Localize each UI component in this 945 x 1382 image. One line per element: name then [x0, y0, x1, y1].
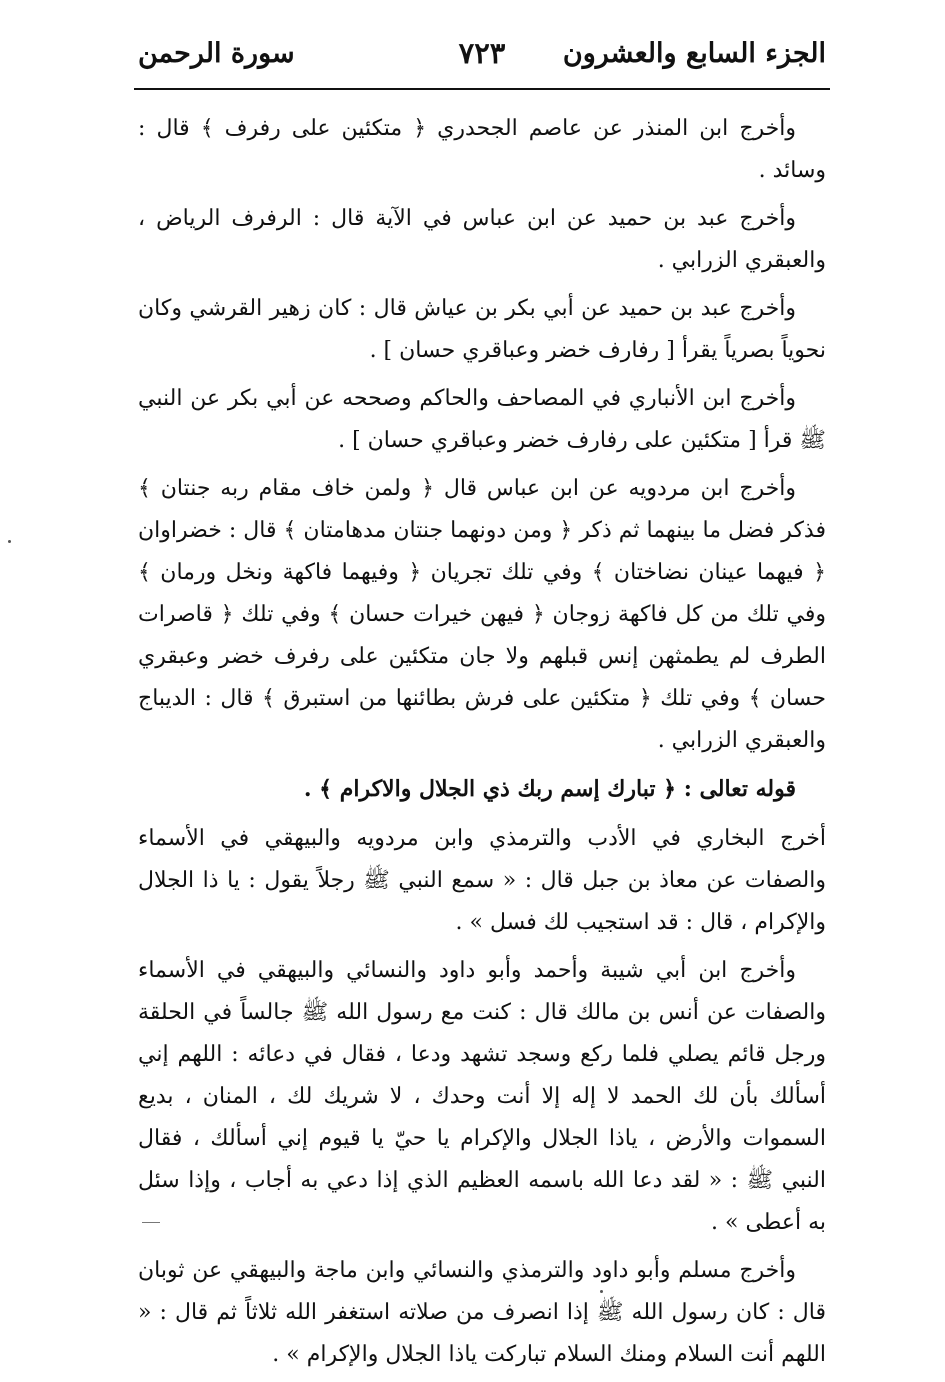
verse-heading: قوله تعالى : ﴿ تبارك إسم ربك ذي الجلال والاكرام ﴾ .: [303, 776, 796, 802]
surah-title: سورة الرحمن: [138, 38, 295, 69]
header-divider: [134, 88, 830, 90]
paragraph-3: وأخرج عبد بن حميد عن أبي بكر بن عياش قال : كان زهير القرشي وكان نحوياً بصرياً يقرأ [ رفارف خضر وعباقري حسان ] .: [138, 296, 826, 363]
stray-mark-bottom: [600, 1290, 603, 1293]
paragraph-5: وأخرج ابن مردويه عن ابن عباس قال ﴿ ولمن خاف مقام ربه جنتان ﴾ فذكر فضل ما بينهما ثم ذكر ﴿ ومن دونهما جنتان مدهامتان ﴾ قال : خضراوان ﴿ فيهما عينان نضاختان ﴾ وفي تلك تجريان ﴿ وفيهما فاكهة ونخل ورمان ﴾ وفي تلك من كل فاكهة زوجان ﴿ فيهن خيرات حسان ﴾ وفي تلك ﴿ قاصرات الطرف لم يطمثهن إنس قبلهم ولا جان متكئين على رفرف خضر وعبقري حسان ﴾ وفي تلك ﴿ متكئين على فرش بطائنها من استبرق ﴾ قال : الديباج والعبقري الزرابي .: [138, 476, 826, 753]
page-number: ٧٢٣: [458, 36, 506, 70]
paragraph-9: وأخرج مسلم وأبو داود والترمذي والنسائي وابن ماجة والبيهقي عن ثوبان قال : كان رسول الله ﷺ إذا انصرف من صلاته استغفر الله ثلاثاً ثم قال : « اللهم أنت السلام ومنك السلام تباركت ياذا الجلال والإكرام » .: [138, 1258, 826, 1367]
part-title: الجزء السابع والعشرون: [562, 38, 826, 69]
paragraph-4: وأخرج ابن الأنباري في المصاحف والحاكم وصححه عن أبي بكر عن النبي ﷺ قرأ [ متكئين على رفارف خضر وعباقري حسان ] .: [138, 386, 826, 453]
page-end-mark: [142, 1222, 160, 1223]
paragraph-1: وأخرج ابن المنذر عن عاصم الجحدري ﴿ متكئين على رفرف ﴾ قال : وسائد .: [138, 116, 826, 183]
page-body: [138, 108, 826, 1382]
paragraph-2: وأخرج عبد بن حميد عن ابن عباس في الآية قال : الرفرف الرياض ، والعبقري الزرابي .: [138, 206, 826, 273]
paragraph-7: أخرج البخاري في الأدب والترمذي وابن مردويه والبيهقي في الأسماء والصفات عن معاذ بن جبل قال : « سمع النبي ﷺ رجلاً يقول : يا ذا الجلال والإكرام ، قال : قد استجيب لك فسل » .: [138, 826, 826, 935]
stray-mark-top: [8, 540, 11, 543]
page-header: [138, 30, 826, 82]
paragraph-8: وأخرج ابن أبي شيبة وأحمد وأبو داود والنسائي والبيهقي في الأسماء والصفات عن أنس بن مالك قال : كنت مع رسول الله ﷺ جالساً في الحلقة ورجل قائم يصلي فلما ركع وسجد تشهد ودعا ، فقال في دعائه : اللهم إني أسألك بأن لك الحمد لا إله إلا أنت وحدك ، لا شريك لك ، المنان ، بديع السموات والأرض ، ياذا الجلال والإكرام يا حيّ يا قيوم إني أسألك ، فقال النبي ﷺ : « لقد دعا الله باسمه العظيم الذي إذا دعي به أجاب ، وإذا سئل به أعطى » .: [138, 958, 826, 1235]
